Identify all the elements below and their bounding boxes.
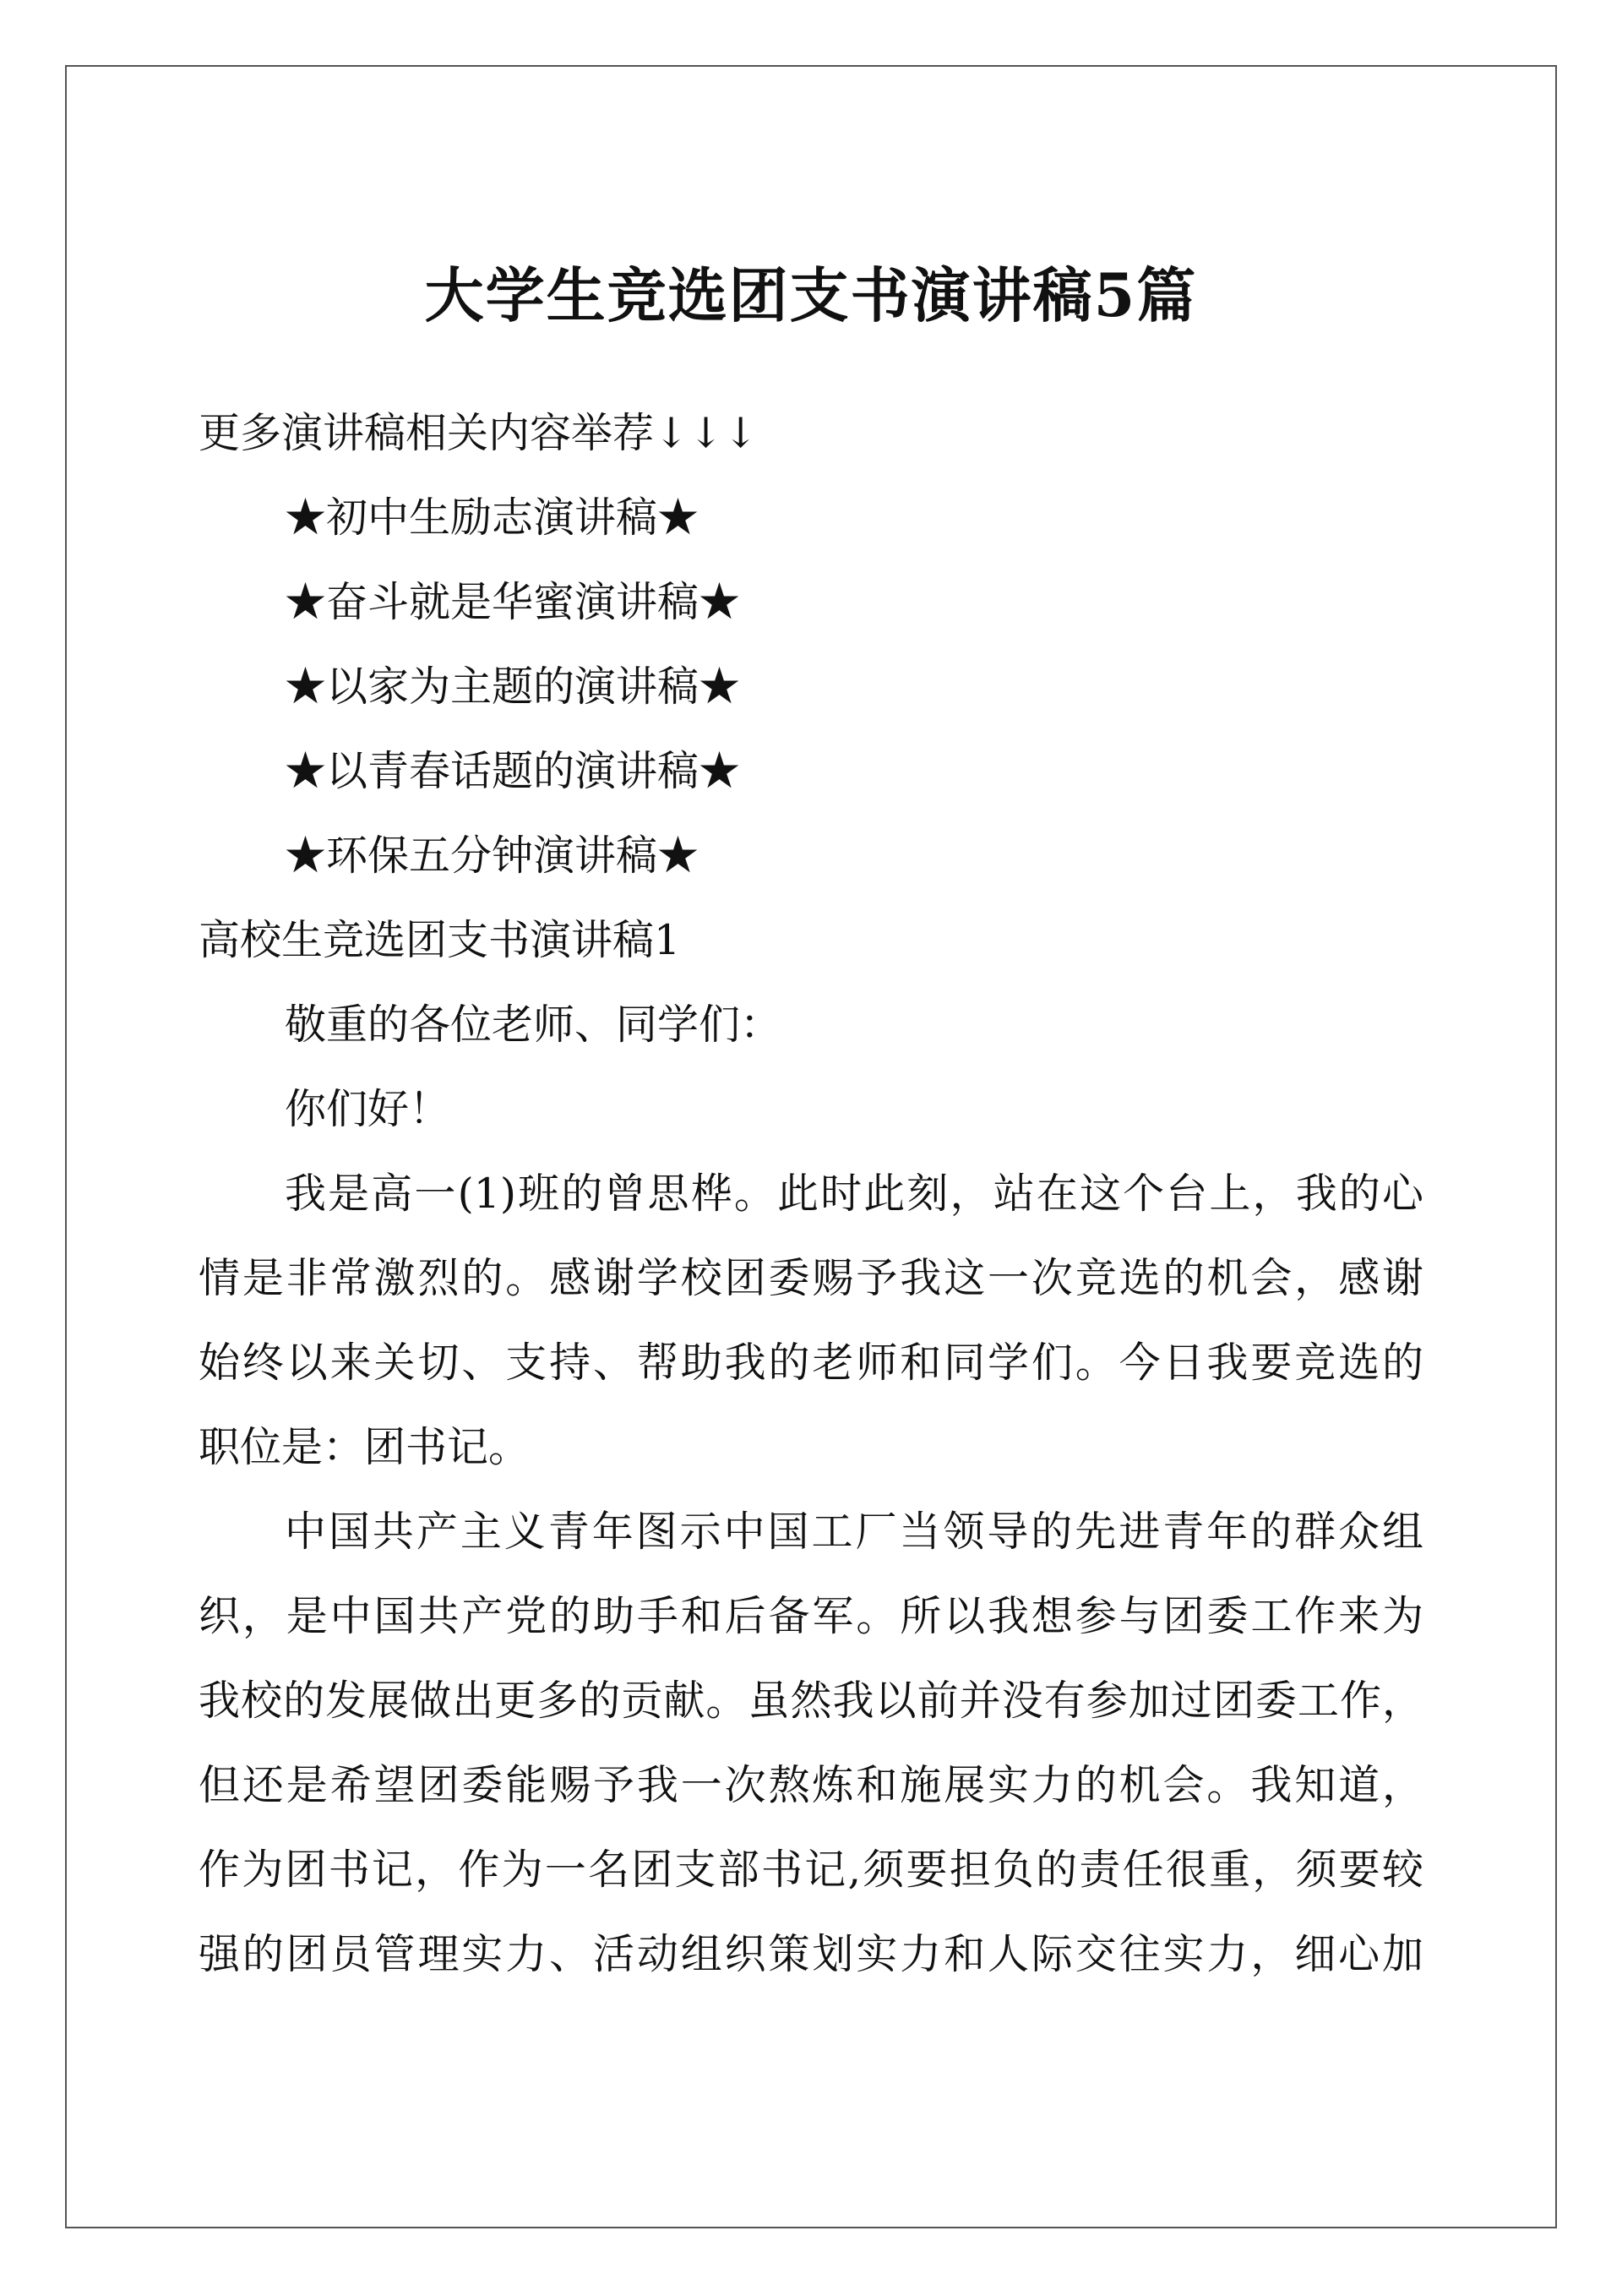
paragraph2-line: 强的团员管理实力、活动组织策划实力和人际交往实力，细心加 xyxy=(199,1930,1423,1978)
paragraph2-line: 作为团书记，作为一名团支部书记,须要担负的责任很重，须要较 xyxy=(199,1846,1423,1894)
recommend-link-5[interactable]: ★环保五分钟演讲稿★ xyxy=(285,832,699,880)
paragraph1-line: 职位是：团书记。 xyxy=(199,1423,531,1471)
paragraph2-line: 织，是中国共产党的助手和后备军。所以我想参与团委工作来为 xyxy=(199,1592,1423,1640)
recommend-link-1[interactable]: ★初中生励志演讲稿★ xyxy=(285,494,699,542)
section-heading: 高校生竞选团支书演讲稿1 xyxy=(199,916,681,964)
paragraph2-line: 但还是希望团委能赐予我一次熬炼和施展实力的机会。我知道， xyxy=(199,1761,1423,1809)
recommend-link-3[interactable]: ★以家为主题的演讲稿★ xyxy=(285,663,741,711)
document-title: 大学生竞选团支书演讲稿5篇 xyxy=(424,260,1198,330)
paragraph2-line: 我校的发展做出更多的贡献。虽然我以前并没有参加过团委工作， xyxy=(199,1677,1423,1725)
recommend-link-2[interactable]: ★奋斗就是华蜜演讲稿★ xyxy=(285,578,741,626)
paragraph1-line: 情是非常激烈的。感谢学校团委赐予我这一次竞选的机会，感谢 xyxy=(199,1254,1423,1302)
recommend-link-4[interactable]: ★以青春话题的演讲稿★ xyxy=(285,747,741,795)
salutation: 敬重的各位老师、同学们： xyxy=(285,1001,782,1049)
paragraph1-line: 始终以来关切、支持、帮助我的老师和同学们。今日我要竞选的 xyxy=(199,1339,1423,1387)
paragraph1-line: 我是高一(1)班的曾思桦。此时此刻，站在这个台上，我的心 xyxy=(285,1170,1423,1218)
recommend-heading: 更多演讲稿相关内容举荐↓↓↓ xyxy=(199,409,759,457)
paragraph2-line: 中国共产主义青年图示中国工厂当领导的先进青年的群众组 xyxy=(285,1508,1423,1556)
page-border xyxy=(65,65,1557,2228)
greeting: 你们好！ xyxy=(285,1085,451,1133)
